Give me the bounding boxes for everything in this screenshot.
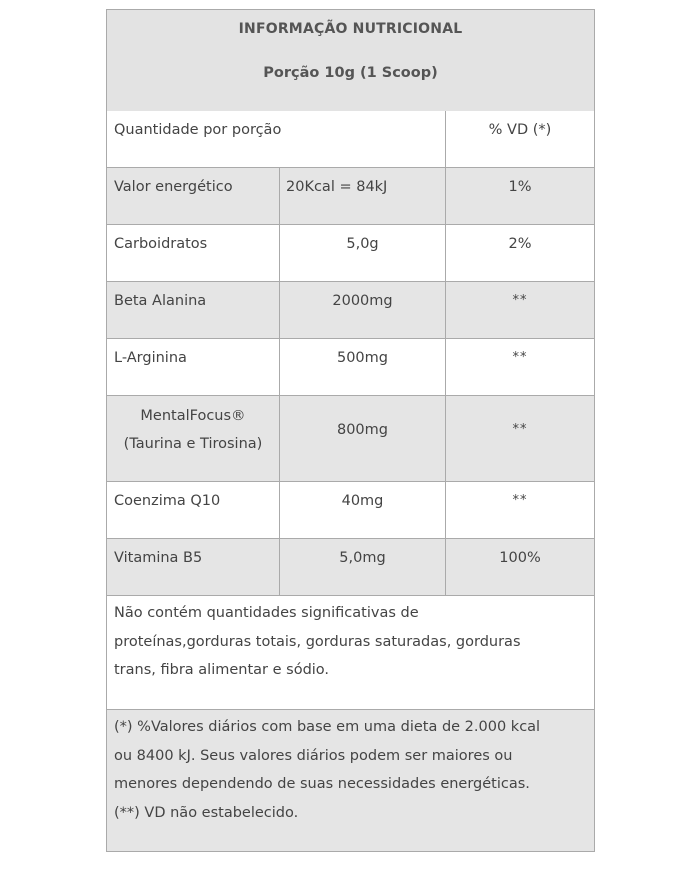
- table-row: [107, 482, 594, 539]
- table-header: [107, 10, 594, 112]
- serving-size: Porção 10g (1 Scoop): [263, 65, 438, 81]
- nutrient-amount: 500mg: [336, 350, 388, 366]
- footnote: [107, 710, 594, 851]
- footnote-line: (**) VD não estabelecido.: [114, 804, 299, 821]
- table-row: [107, 225, 594, 282]
- table-row: [107, 339, 594, 396]
- nutrient-name-line2: (Taurina e Tirosina): [123, 436, 263, 452]
- note-line: Não contém quantidades significativas de: [114, 605, 419, 621]
- nutrient-amount: 2000mg: [332, 293, 393, 309]
- nutrient-amount: 20Kcal = 84kJ: [286, 179, 388, 195]
- table-row: [107, 111, 594, 168]
- nutrition-table: [106, 9, 595, 852]
- nutrient-name: Carboidratos: [114, 236, 208, 252]
- nutrient-name: Coenzima Q10: [114, 493, 221, 509]
- nutrient-name: Valor energético: [114, 179, 233, 195]
- nutrient-name: Beta Alanina: [114, 293, 207, 309]
- table-row: [107, 396, 594, 482]
- nutrient-amount: 5,0mg: [339, 550, 386, 566]
- nutrient-amount: 800mg: [336, 422, 388, 438]
- table-title: INFORMAÇÃO NUTRICIONAL: [238, 21, 463, 37]
- table-row: [107, 168, 594, 225]
- nutrient-vd: **: [512, 293, 528, 308]
- nutrient-amount: 40mg: [341, 493, 384, 509]
- daily-value-header: % VD (*): [488, 122, 552, 138]
- table-row: [107, 282, 594, 339]
- not-significant-note: [107, 596, 594, 710]
- nutrient-name: Vitamina B5: [114, 550, 203, 566]
- footnote-line: (*) %Valores diários com base em uma dieta de 2.000 kcal: [114, 719, 541, 735]
- note-line: proteínas,gorduras totais, gorduras saturadas, gorduras: [114, 633, 521, 650]
- footnote-line: menores dependendo de suas necessidades energéticas.: [114, 776, 530, 792]
- quantity-per-serving-label: Quantidade por porção: [114, 122, 282, 138]
- nutrient-vd: **: [512, 350, 528, 365]
- nutrient-name-line1: MentalFocus®: [140, 408, 246, 424]
- nutrient-vd: 1%: [508, 179, 532, 195]
- nutrient-vd: 100%: [499, 550, 541, 566]
- footnote-line: ou 8400 kJ. Seus valores diários podem ser maiores ou: [114, 747, 513, 764]
- table-row: [107, 539, 594, 596]
- nutrient-vd: 2%: [508, 236, 532, 252]
- nutrient-amount: 5,0g: [346, 236, 379, 252]
- nutrient-name: L-Arginina: [114, 350, 187, 366]
- nutrient-vd: **: [512, 422, 528, 437]
- nutrient-vd: **: [512, 493, 528, 508]
- note-line: trans, fibra alimentar e sódio.: [114, 662, 330, 678]
